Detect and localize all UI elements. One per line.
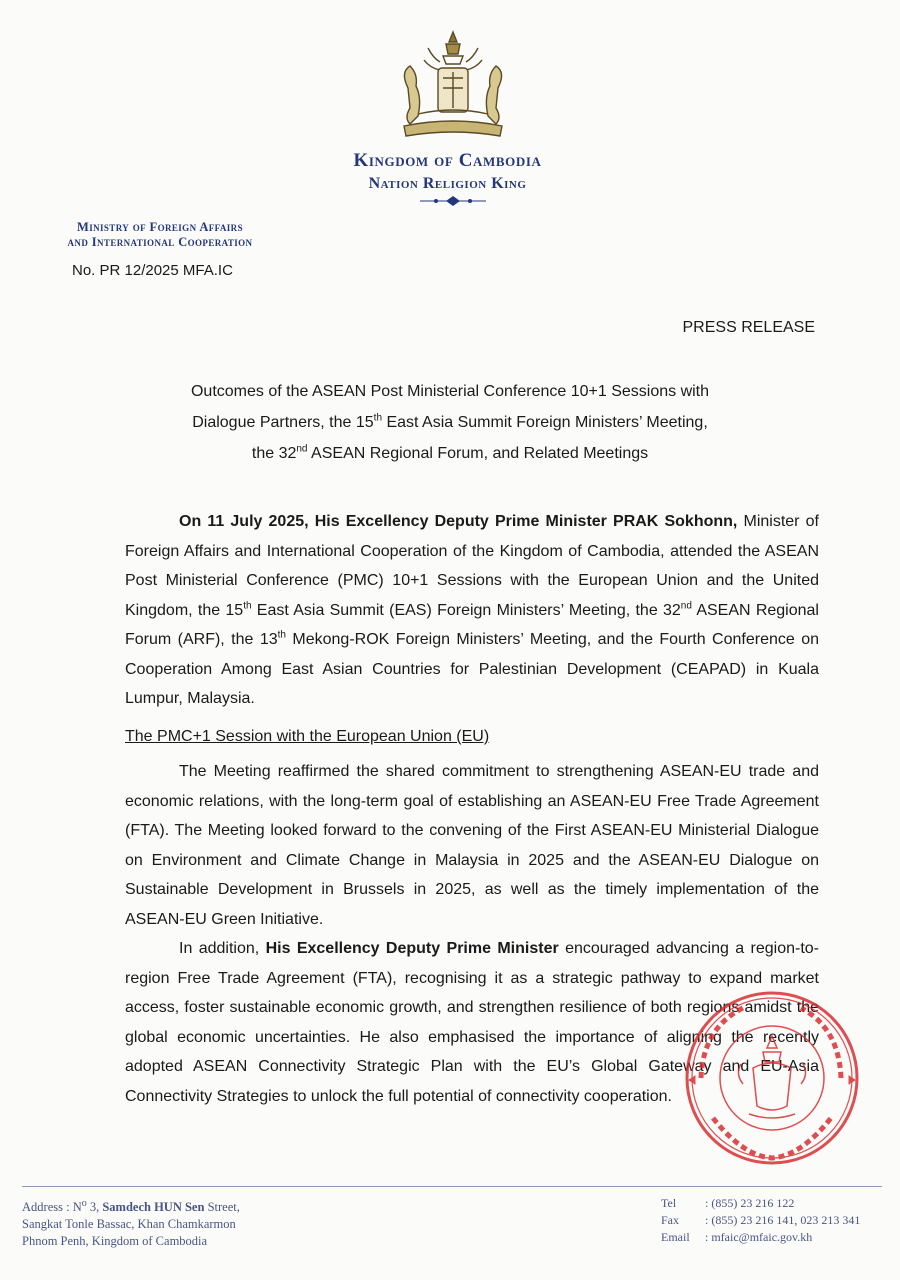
tel-line: Tel : (855) 23 216 122: [661, 1196, 795, 1210]
ministry-name: [30, 220, 290, 250]
footer-divider: [22, 1186, 882, 1187]
ministry-line-1: Ministry of Foreign Affairs: [77, 220, 243, 234]
title-line-1: Outcomes of the ASEAN Post Ministerial Conference 10+1 Sessions with: [190, 383, 710, 400]
paragraph-intro: On 11 July 2025, His Excellency Deputy Prime Minister PRAK Sokhonn, Minister of Foreign Affairs and International Cooperation of the Kingdom of Cambodia, attended the ASEAN Post Ministerial Conference (PMC) 10+1 Sessions with the European Union and the United Kingdom, the 15th East Asia Summit (EAS) Foreign Ministers’ Meeting, the 32nd ASEAN Regional Forum (ARF), the 13th Mekong-ROK Foreign Ministers’ Meeting, and the Fourth Conference on Cooperation Among East Asian Countries for Palestinian Development (CEAPAD) in Kuala Lumpur, Malaysia.: [125, 513, 819, 707]
footer-contact: [661, 1195, 860, 1246]
press-release-title: [100, 376, 800, 469]
ministry-line-2: and International Cooperation: [67, 235, 253, 249]
email-line[interactable]: Email : mfaic@mfaic.gov.kh: [661, 1230, 813, 1244]
title-line-2: Dialogue Partners, the 15th East Asia Summit Foreign Ministers’ Meeting,: [192, 412, 708, 431]
footer-address: [22, 1199, 240, 1250]
paragraph-eu-meeting: The Meeting reaffirmed the shared commitment to strengthening ASEAN-EU trade and economic relations, with the long-term goal of establishing an ASEAN-EU Free Trade Agreement (FTA). The Meeting looked forward to the convening of the First ASEAN-EU Ministerial Dialogue on Environment and Climate Change in Malaysia in 2025 and the ASEAN-EU Dialogue on Sustainable Development in Brussels in 2025, as well as the timely implementation of the ASEAN-EU Green Initiative.: [125, 763, 819, 928]
paragraph-fta: In addition, His Excellency Deputy Prime Minister encouraged advancing a region-to-region Free Trade Agreement (FTA), recognising it as a strategic pathway to expand market access, foster sustainable economic growth, and strengthen resilience of both regions amidst the global economic uncertainties. He also emphasised the importance of aligning the recently adopted ASEAN Connectivity Strategic Plan with the EU’s Global Gateway and EU-Asia Connectivity Strategies to unlock the full potential of connectivity cooperation.: [125, 940, 819, 1105]
document-number: No. PR 12/2025 MFA.IC: [72, 262, 233, 279]
address-line-2: Sangkat Tonle Bassac, Khan Chamkarmon: [22, 1217, 236, 1231]
ornament-divider-icon: [418, 195, 488, 207]
address-line-1: Address : $N^o$ 3, Samdech HUN Sen Street,: [22, 1197, 240, 1214]
kingdom-title: Kingdom of Cambodia: [353, 150, 542, 171]
title-line-3: the 32nd ASEAN Regional Forum, and Related Meetings: [251, 443, 649, 462]
section-heading-pmc-eu: The PMC+1 Session with the European Union (EU): [125, 728, 490, 745]
document-type: PRESS RELEASE: [682, 319, 815, 336]
address-line-3: Phnom Penh, Kingdom of Cambodia: [22, 1234, 208, 1248]
royal-coat-of-arms-emblem: [388, 28, 518, 144]
fax-line: Fax : (855) 23 216 141, 023 213 341: [661, 1213, 861, 1227]
national-motto: Nation Religion King: [368, 175, 527, 192]
official-seal-stamp: [683, 988, 861, 1168]
